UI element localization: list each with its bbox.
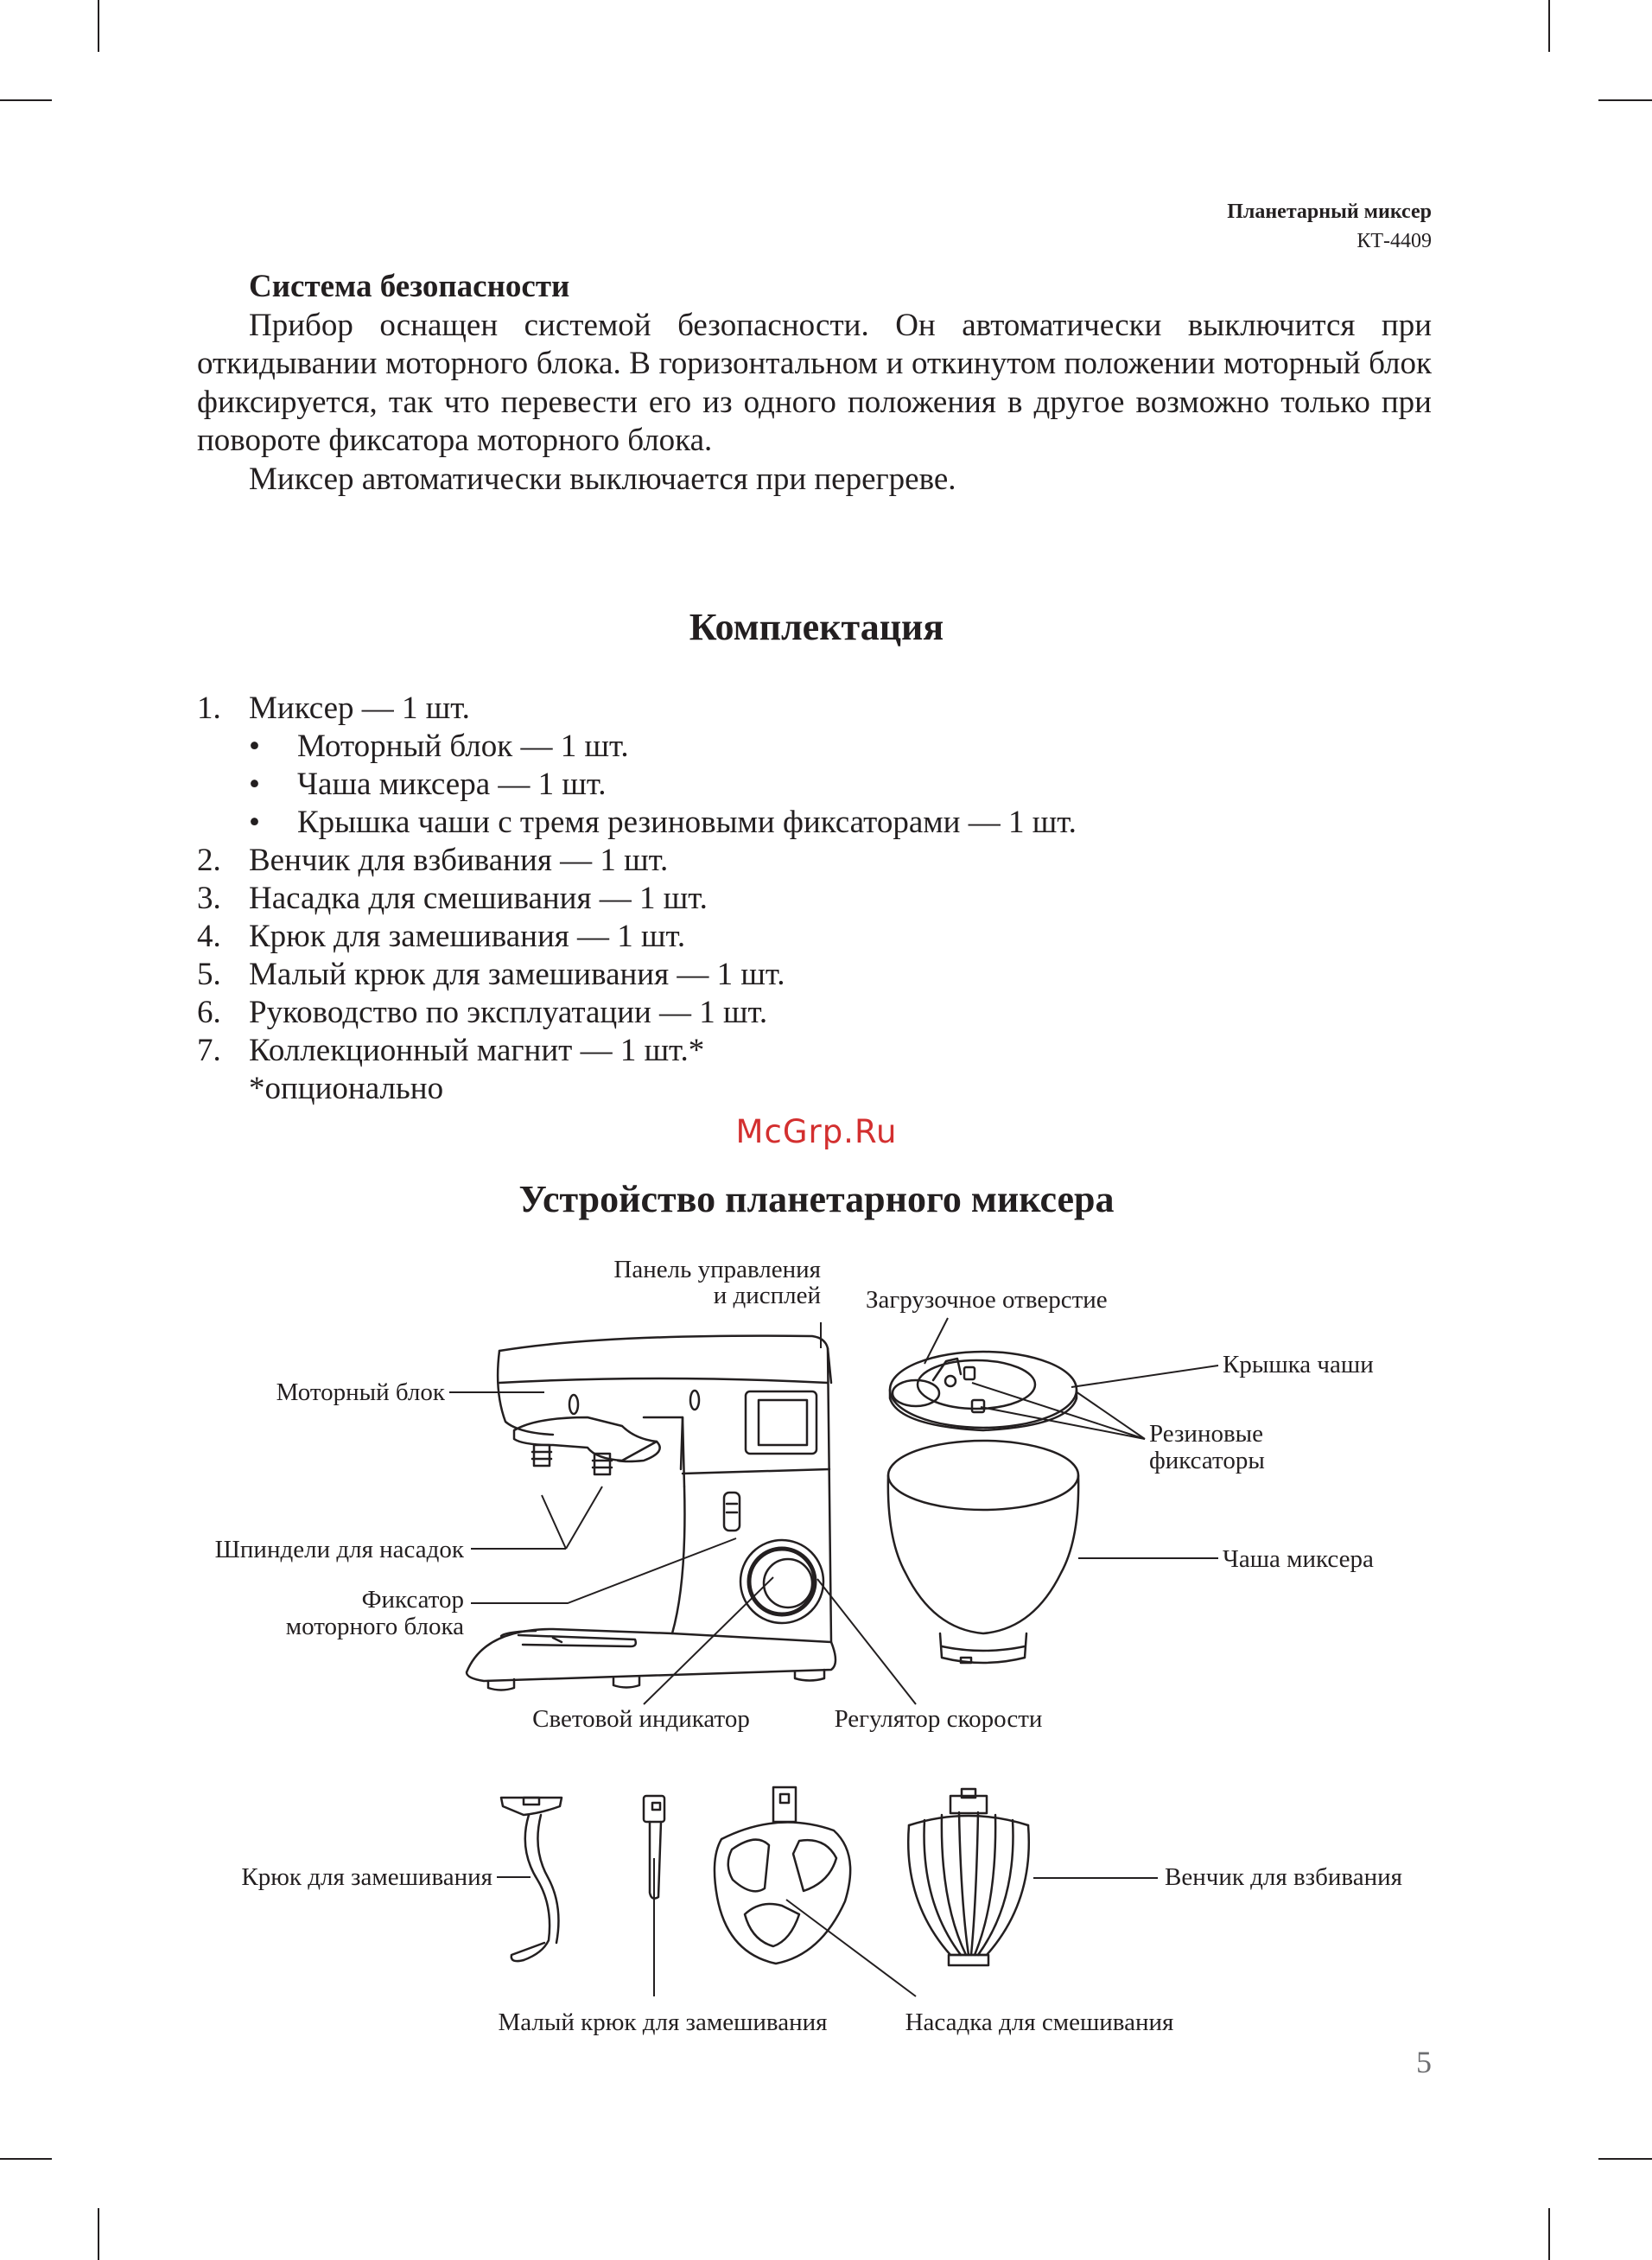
label-rubber-fixators: Резиновые bbox=[1149, 1420, 1264, 1448]
kit-title: Комплектация bbox=[689, 606, 944, 648]
mixer-bowl-illustration bbox=[888, 1441, 1078, 1663]
safety-paragraph: Прибор оснащен системой безопасности. Он автоматически выключится при откидывании моторного блока. В горизонтальном и откинутом положении моторный блок фиксируется, так что перевести его из одного положения в другое возможно только при повороте фиксатора моторного блока. bbox=[197, 307, 1432, 458]
label-speed-regulator: Регулятор скорости bbox=[834, 1705, 1043, 1733]
label-bowl-lid: Крышка чаши bbox=[1223, 1351, 1374, 1378]
mixer-illustration bbox=[467, 1336, 836, 1690]
label-motor-lock: Фиксатор bbox=[361, 1586, 464, 1614]
label-light-indicator: Световой индикатор bbox=[532, 1705, 750, 1733]
watermark: McGrp.Ru bbox=[735, 1113, 898, 1150]
list-item: 2. Венчик для взбивания — 1 шт. bbox=[197, 843, 669, 878]
label-motor-block: Моторный блок bbox=[276, 1378, 445, 1406]
header-model: КТ-4409 bbox=[1357, 230, 1432, 252]
list-subitem: • Чаша миксера — 1 шт. bbox=[249, 767, 607, 802]
list-item: 6. Руководство по эксплуатации — 1 шт. bbox=[197, 995, 768, 1030]
dough-hook-illustration bbox=[501, 1798, 562, 1961]
header-product-name: Планетарный миксер bbox=[1227, 201, 1432, 223]
list-item: 3. Насадка для смешивания — 1 шт. bbox=[197, 881, 708, 916]
page-number: 5 bbox=[1416, 2045, 1432, 2079]
leader-lines bbox=[449, 1318, 1218, 1996]
device-title: Устройство планетарного миксера bbox=[518, 1178, 1115, 1220]
label-control-panel-display: и дисплей bbox=[713, 1282, 821, 1309]
whisk-illustration bbox=[908, 1789, 1029, 1965]
safety-paragraph-overheat: Миксер автоматически выключается при перегреве. bbox=[249, 461, 956, 497]
list-item: 4. Крюк для замешивания — 1 шт. bbox=[197, 919, 686, 954]
label-mixer-bowl: Чаша миксера bbox=[1223, 1545, 1374, 1573]
label-mixing-beater: Насадка для смешивания bbox=[905, 2009, 1174, 2036]
list-subitem: • Моторный блок — 1 шт. bbox=[249, 729, 629, 764]
bowl-lid-illustration bbox=[890, 1352, 1077, 1430]
label-dough-hook: Крюк для замешивания bbox=[241, 1863, 492, 1891]
label-control-panel: Панель управления bbox=[613, 1256, 821, 1283]
list-subitem: • Крышка чаши с тремя резиновыми фиксаторами — 1 шт. bbox=[249, 805, 1077, 840]
label-whisk: Венчик для взбивания bbox=[1165, 1863, 1402, 1891]
list-item: 7. Коллекционный магнит — 1 шт.* bbox=[197, 1033, 705, 1068]
label-spindles: Шпиндели для насадок bbox=[214, 1536, 464, 1563]
list-item: 1. Миксер — 1 шт. bbox=[197, 691, 470, 726]
kit-note: *опционально bbox=[249, 1071, 444, 1106]
mixing-beater-illustration bbox=[715, 1787, 850, 1964]
label-motor-lock-2: моторного блока bbox=[285, 1613, 464, 1640]
safety-title: Система безопасности bbox=[249, 269, 570, 304]
list-item: 5. Малый крюк для замешивания — 1 шт. bbox=[197, 957, 785, 992]
label-rubber-fixators-2: фиксаторы bbox=[1149, 1447, 1265, 1474]
label-loading-opening: Загрузочное отверстие bbox=[866, 1286, 1108, 1314]
label-small-dough-hook: Малый крюк для замешивания bbox=[498, 2009, 828, 2036]
